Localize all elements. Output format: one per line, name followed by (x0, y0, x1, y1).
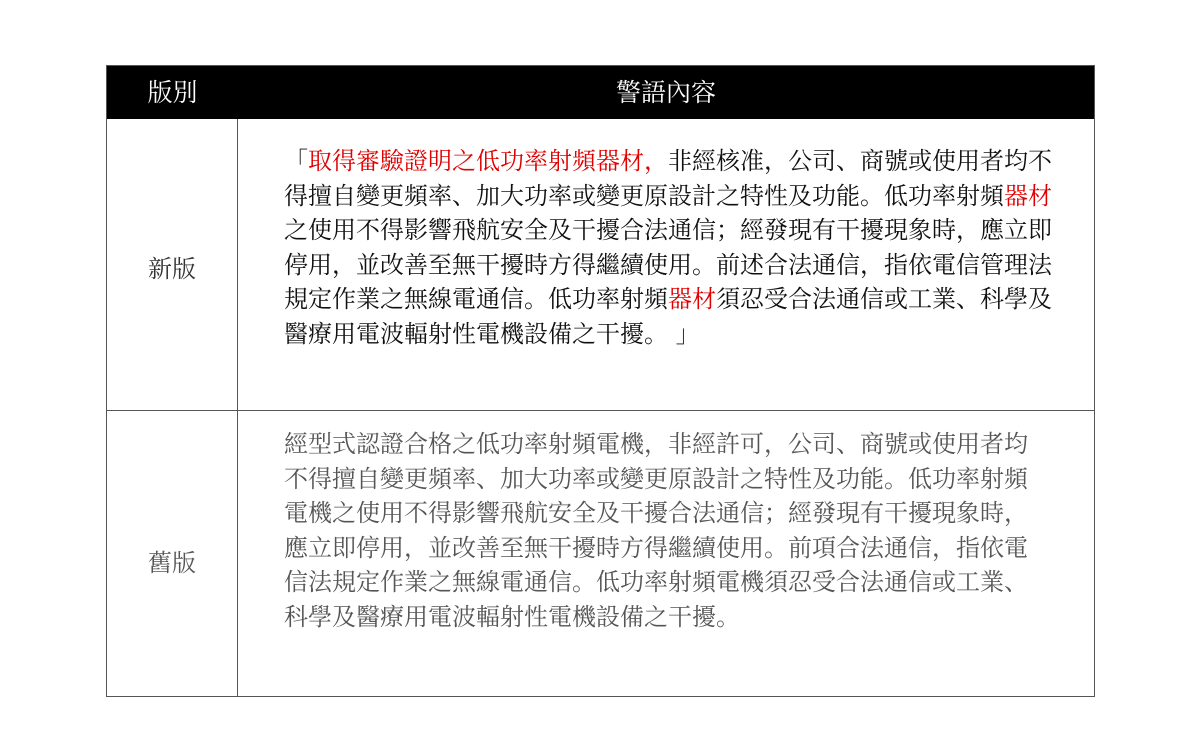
warning-text-new (284, 144, 1054, 351)
text-segment-highlight: 取得審驗證明之低功率射頻器材， (308, 147, 668, 175)
text-segment: 「 (284, 147, 308, 175)
warning-comparison-table (106, 65, 1095, 697)
row-divider (107, 410, 1094, 411)
text-segment-highlight: 器材 (668, 285, 716, 313)
header-content-label: 警語內容 (615, 78, 716, 107)
version-label-new: 新版 (148, 255, 196, 283)
version-label-old: 舊版 (148, 549, 196, 577)
text-segment: 非經核准，公司、商號或使用者均不得擅自變更頻率、加大功率或變更原設計之特性及功能。低功率射頻 (284, 147, 1052, 210)
header-version-label: 版別 (147, 78, 198, 107)
text-segment: 須忍受合法通信或工業、科學及醫療用電波輻射性電機設備之干擾。 」 (284, 285, 1052, 348)
text-segment-highlight: 器材 (1004, 181, 1052, 210)
table-header (107, 66, 1094, 119)
text-segment: 之使用不得影響飛航安全及干擾合法通信；經發現有干擾現象時，應立即停用，並改善至無干擾時方得繼續使用。前述合法通信，指依電信管理法規定作業之無線電通信。低功率射頻 (284, 216, 1052, 313)
text-segment: 經型式認證合格之低功率射頻電機，非經許可，公司、商號或使用者均不得擅自變更頻率、加大功率或變更原設計之特性及功能。低功率射頻電機之使用不得影響飛航安全及干擾合法通信；經發現有干擾現象時，應立即停用，並改善至無干擾時方得繼續使用。前項合法通信，指依電信法規定作業之無線電通信。低功率射頻電機須忍受合法通信或工業、科學及醫療用電波輻射性電機設備之干擾。 (284, 430, 1028, 631)
column-divider (237, 119, 238, 696)
warning-text-old (284, 427, 1044, 634)
